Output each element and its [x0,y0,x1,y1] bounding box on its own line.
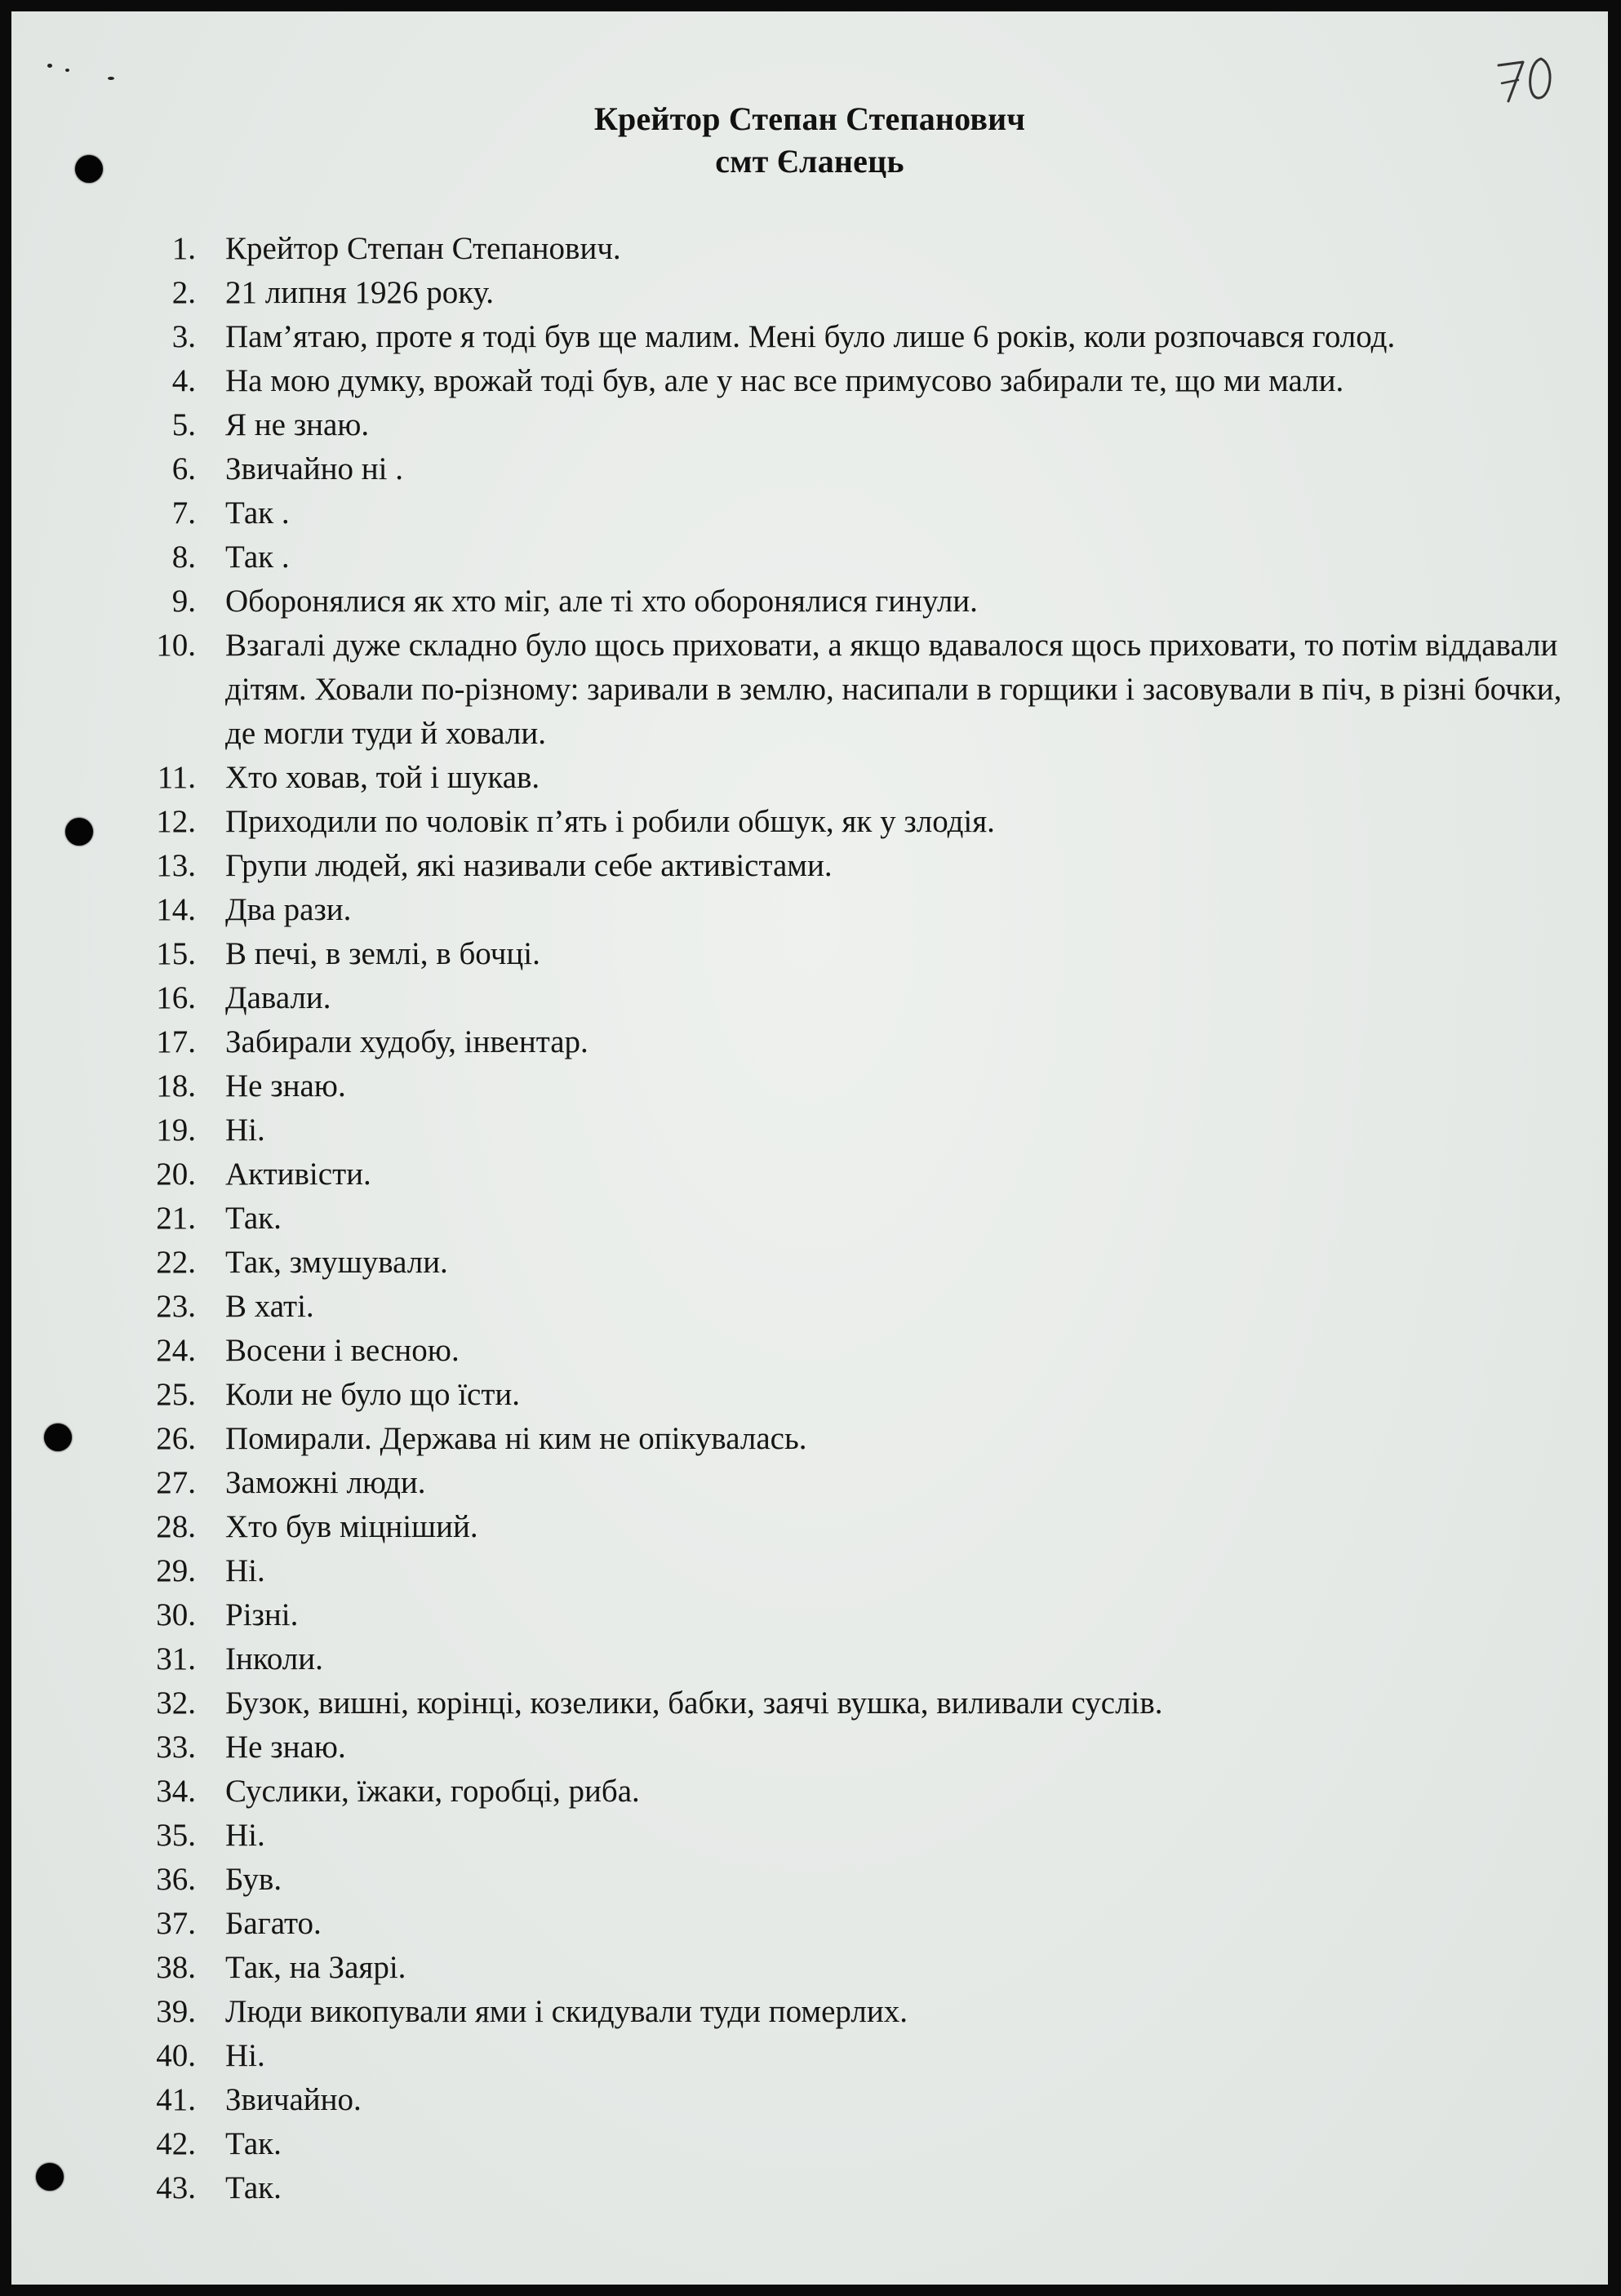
answer-text: Пам’ятаю, проте я тоді був ще малим. Мені було лише 6 років, коли розпочався голод. [225,319,1396,354]
answer-item [126,1593,1562,1637]
answer-number: 11. [157,760,196,795]
answer-text: Так. [225,2126,282,2161]
answer-text: Оборонялися як хто міг, але ті хто оборонялися гинули. [225,584,978,619]
answer-text: Активісти. [225,1157,371,1192]
answer-number: 43. [156,2170,196,2205]
answer-text: Так, на Заярі. [225,1950,406,1985]
answer-item [126,227,1562,271]
answer-number: 13. [156,848,196,883]
answer-number: 41. [156,2082,196,2117]
answer-item [126,1725,1562,1770]
answer-text: Забирали худобу, інвентар. [225,1024,588,1059]
answer-item [126,1770,1562,1814]
answer-item [126,1681,1562,1725]
answer-text: Так . [225,495,290,531]
answer-item [126,1241,1562,1285]
answer-text: Звичайно. [225,2082,362,2117]
answer-text: Люди викопували ями і скидували туди померлих. [225,1994,908,2029]
punch-hole [36,2163,64,2191]
answer-item [126,1549,1562,1593]
answer-text: Був. [225,1862,282,1897]
answer-text: Ні. [225,2038,265,2073]
answer-text: Ні. [225,1553,265,1588]
answer-number: 30. [156,1597,196,1632]
answer-number: 33. [156,1730,196,1765]
answer-item [126,1461,1562,1505]
answer-item [126,315,1562,359]
answer-item [126,844,1562,888]
answer-item [126,1020,1562,1064]
answer-item [126,447,1562,491]
answer-item [126,271,1562,315]
answer-number: 20. [156,1157,196,1192]
answer-text: Не знаю. [225,1068,346,1104]
answer-item [126,2166,1562,2210]
answer-text: В хаті. [225,1289,314,1324]
answer-item [126,580,1562,624]
answer-text: Давали. [225,980,331,1015]
answer-text: Різні. [225,1597,299,1632]
answer-text: Багато. [225,1906,322,1941]
answer-number: 8. [171,540,196,575]
answer-text: Інколи. [225,1641,323,1676]
answer-item [126,359,1562,403]
document-title-name: Крейтор Степан Степанович [593,100,1026,137]
answer-number: 37. [156,1906,196,1941]
answer-number: 17. [156,1024,196,1059]
answer-number: 7. [171,495,196,531]
answer-number: 24. [156,1333,196,1368]
answer-number: 42. [156,2126,196,2161]
answer-number: 31. [156,1641,196,1676]
answer-number: 12. [156,804,196,839]
answer-number: 25. [156,1377,196,1412]
answer-text: Звичайно ні . [225,451,403,486]
answer-number: 40. [156,2038,196,2073]
answer-number: 5. [171,407,196,442]
answer-number: 16. [156,980,196,1015]
answer-number: 27. [156,1465,196,1500]
answer-number: 1. [171,231,196,266]
answer-item [126,1152,1562,1197]
answer-item [126,624,1562,756]
document-title-place: смт Єланець [715,143,904,180]
answer-number: 39. [156,1994,196,2029]
answer-text: 21 липня 1926 року. [225,275,495,310]
answer-text: Так. [225,1201,282,1236]
answer-text: Так . [225,540,290,575]
answer-number: 10. [156,628,196,663]
answer-item [126,1814,1562,1858]
answer-text: Групи людей, які називали себе активістами. [225,848,833,883]
answer-number: 6. [171,451,196,486]
answer-item [126,535,1562,580]
scan-speck [108,77,114,80]
answer-number: 23. [156,1289,196,1324]
answer-number: 26. [156,1421,196,1456]
answer-item [126,976,1562,1020]
answer-number: 21. [156,1201,196,1236]
scan-speck [65,69,69,72]
punch-hole [65,818,93,846]
answer-text: В печі, в землі, в бочці. [225,936,540,971]
answer-text: Ні. [225,1112,265,1148]
answer-item [126,1373,1562,1417]
answer-text: Я не знаю. [225,407,370,442]
answer-number: 15. [156,936,196,971]
answer-text: Хто ховав, той і шукав. [225,760,540,795]
answer-number: 2. [171,275,196,310]
answer-item [126,1197,1562,1241]
answer-text: На мою думку, врожай тоді був, але у нас все примусово забирали те, що ми мали. [225,363,1344,398]
document-page [11,11,1608,2285]
answer-text: Помирали. Держава ні ким не опікувалась. [225,1421,807,1456]
answer-text: Хто був міцніший. [225,1509,478,1544]
answer-text: Ні. [225,1818,265,1853]
punch-hole [44,1423,72,1451]
answer-text: Коли не було що їсти. [225,1377,521,1412]
answer-text: Приходили по чоловік п’ять і робили обшук, як у злодія. [225,804,995,839]
answer-item [126,1285,1562,1329]
answer-item [126,403,1562,447]
answer-item [126,1902,1562,1946]
answer-item [126,1505,1562,1549]
answers-list [126,227,1562,2210]
answer-number: 3. [171,319,196,354]
answer-text: Так, змушували. [225,1245,448,1280]
answer-number: 29. [156,1553,196,1588]
answer-item [126,800,1562,844]
answer-text: Так. [225,2170,282,2205]
answer-item [126,2034,1562,2078]
answer-item [126,1417,1562,1461]
answer-text: Восени і весною. [225,1333,460,1368]
answer-item [126,491,1562,535]
answer-number: 36. [156,1862,196,1897]
answer-text: Заможні люди. [225,1465,426,1500]
answer-number: 22. [156,1245,196,1280]
answer-text: Крейтор Степан Степанович. [225,231,621,266]
answer-item [126,888,1562,932]
answer-number: 19. [156,1112,196,1148]
scan-speck [47,64,52,68]
answer-item [126,1946,1562,1990]
answer-item [126,2078,1562,2122]
answer-item [126,1329,1562,1373]
answer-text: Взагалі дуже складно було щось приховати, а якщо вдавалося щось приховати, то потім віддавали дітям. Ховали по-різному: заривали в землю, насипали в горщики і засовували в піч, в різні бочки, де могли туди й ховали. [225,628,1562,751]
answer-number: 28. [156,1509,196,1544]
answer-item [126,1108,1562,1152]
answer-text: Бузок, вишні, корінці, козелики, бабки, заячі вушка, виливали суслів. [225,1685,1163,1721]
answer-item [126,2122,1562,2166]
answer-text: Два рази. [225,892,352,927]
answer-number: 35. [156,1818,196,1853]
answer-number: 32. [156,1685,196,1721]
answer-item [126,756,1562,800]
answer-number: 4. [171,363,196,398]
answer-text: Не знаю. [225,1730,346,1765]
answer-number: 34. [156,1774,196,1809]
answer-item [126,1637,1562,1681]
answer-number: 9. [171,584,196,619]
answer-item [126,1990,1562,2034]
answer-item [126,1064,1562,1108]
answer-number: 38. [156,1950,196,1985]
answer-text: Суслики, їжаки, горобці, риба. [225,1774,640,1809]
answer-number: 18. [156,1068,196,1104]
answer-item [126,1858,1562,1902]
answer-number: 14. [156,892,196,927]
answer-item [126,932,1562,976]
